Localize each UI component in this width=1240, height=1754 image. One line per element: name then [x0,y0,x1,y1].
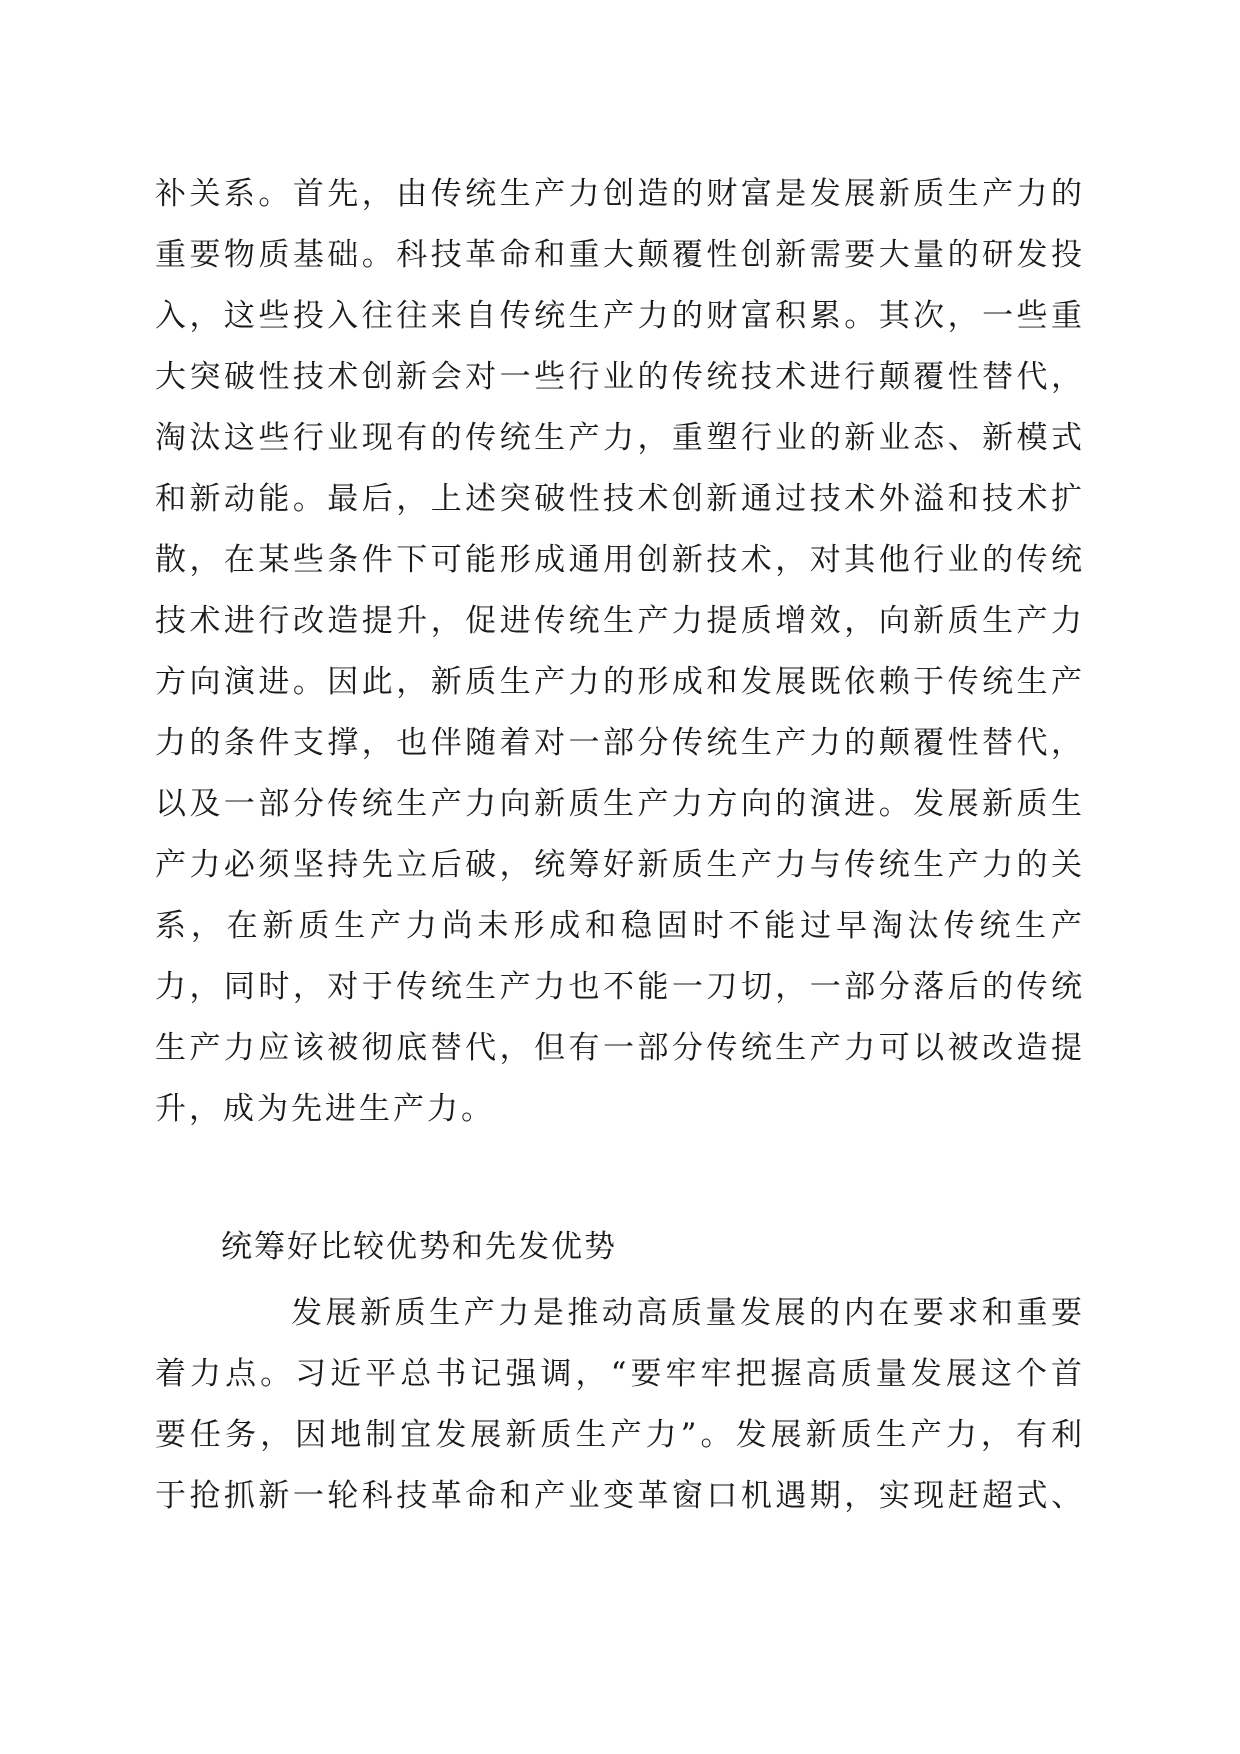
paragraph-1-line: 方向演进。因此，新质生产力的形成和发展既依赖于传统生产 [155,664,1085,700]
paragraph-1-line: 技术进行改造提升，促进传统生产力提质增效，向新质生产力 [155,603,1085,639]
paragraph-2-line: 于抢抓新一轮科技革命和产业变革窗口机遇期，实现赶超式、 [155,1478,1085,1514]
paragraph-2-line: 要任务，因地制宜发展新质生产力”。发展新质生产力，有利 [155,1417,1085,1453]
paragraph-2-line: 着力点。习近平总书记强调，“要牢牢把握高质量发展这个首 [155,1356,1085,1392]
paragraph-1-line: 系，在新质生产力尚未形成和稳固时不能过早淘汰传统生产 [155,908,1085,944]
paragraph-1 [155,164,1085,1140]
paragraph-1-line: 大突破性技术创新会对一些行业的传统技术进行颠覆性替代， [155,359,1085,395]
paragraph-1-line: 入，这些投入往往来自传统生产力的财富积累。其次，一些重 [155,298,1085,334]
paragraph-1-line: 升，成为先进生产力。 [155,1091,495,1127]
paragraph-1-line: 和新动能。最后，上述突破性技术创新通过技术外溢和技术扩 [155,481,1085,517]
paragraph-2-line: 发展新质生产力是推动高质量发展的内在要求和重要 [291,1295,1085,1331]
paragraph-1-line: 产力必须坚持先立后破，统筹好新质生产力与传统生产力的关 [155,847,1085,883]
paragraph-1-line: 淘汰这些行业现有的传统生产力，重塑行业的新业态、新模式 [155,420,1085,456]
paragraph-1-line: 重要物质基础。科技革命和重大颠覆性创新需要大量的研发投 [155,237,1085,273]
paragraph-1-line: 力的条件支撑，也伴随着对一部分传统生产力的颠覆性替代， [155,725,1085,761]
paragraph-1-line: 散，在某些条件下可能形成通用创新技术，对其他行业的传统 [155,542,1085,578]
paragraph-1-line: 以及一部分传统生产力向新质生产力方向的演进。发展新质生 [155,786,1085,822]
paragraph-1-line: 力，同时，对于传统生产力也不能一刀切，一部分落后的传统 [155,969,1085,1005]
paragraph-1-line: 补关系。首先，由传统生产力创造的财富是发展新质生产力的 [155,176,1085,212]
section-heading: 统筹好比较优势和先发优势 [221,1229,617,1265]
paragraph-1-line: 生产力应该被彻底替代，但有一部分传统生产力可以被改造提 [155,1030,1085,1066]
paragraph-2 [155,1283,1085,1527]
